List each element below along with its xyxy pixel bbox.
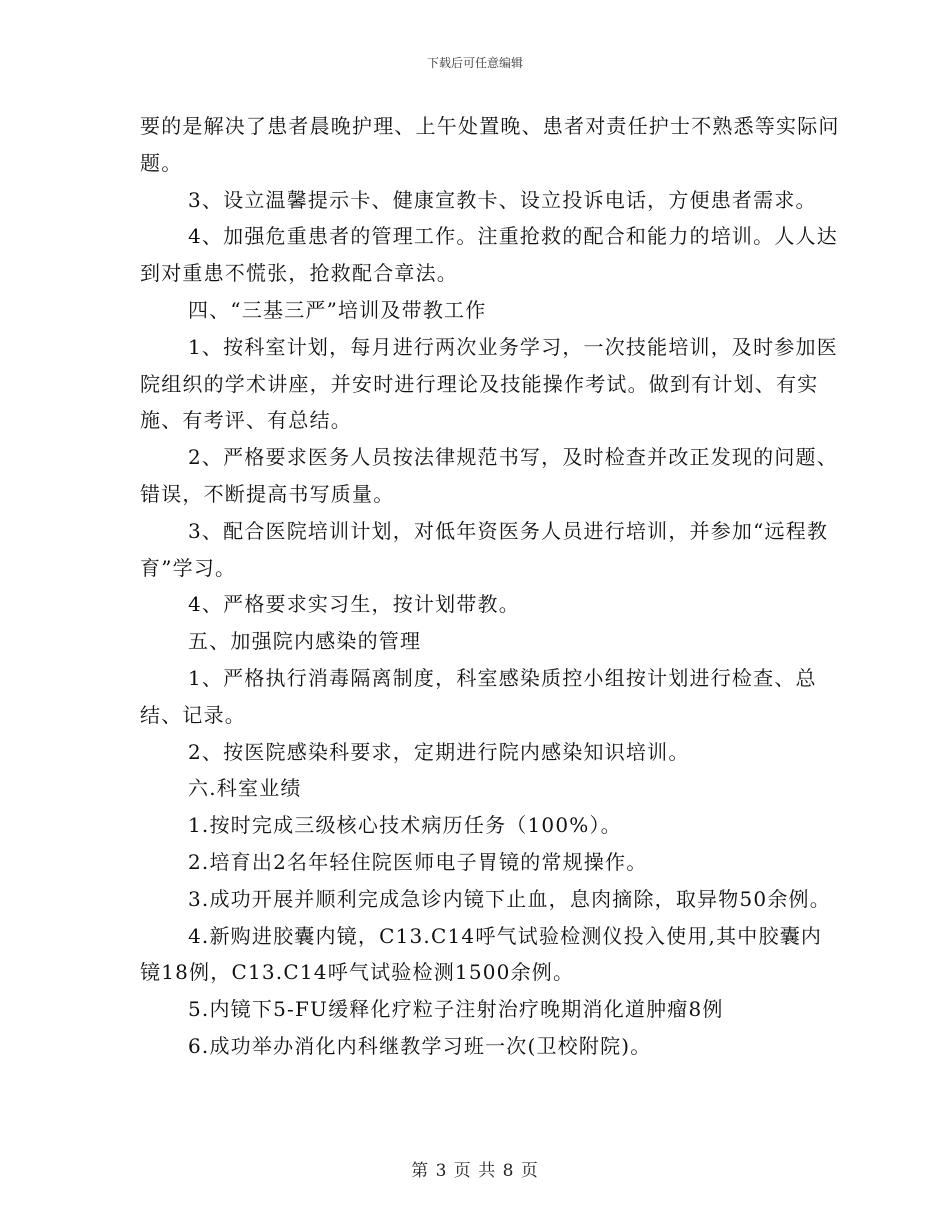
paragraph-item: 3.成功开展并顺利完成急诊内镜下止血，息肉摘除，取异物50余例。	[188, 886, 831, 911]
paragraph-item: 6.成功举办消化内科继教学习班一次(卫校附院)。	[188, 1033, 652, 1058]
paragraph-item: 4、严格要求实习生，按计划带教。	[188, 592, 520, 617]
page-number-footer: 第 3 页 共 8 页	[411, 1161, 539, 1181]
paragraph-item: 3、设立温馨提示卡、健康宣教卡、设立投诉电话，方便患者需求。	[188, 187, 817, 212]
paragraph-item: 4、加强危重患者的管理工作。注重抢救的配合和能力的培训。人人达到对重患不慌张，抢救配合章法。	[140, 224, 838, 286]
document-body	[140, 108, 840, 1065]
section-heading: 六.科室业绩	[188, 776, 302, 801]
paragraph-item: 4.新购进胶囊内镜，C13.C14呼气试验检测仪投入使用,其中胶囊内镜18例，C13.C14呼气试验检测1500余例。	[140, 923, 823, 985]
paragraph-item: 2、严格要求医务人员按法律规范书写，及时检查并改正发现的问题、错误，不断提高书写质量。	[140, 445, 838, 506]
paragraph-item: 1、严格执行消毒隔离制度，科室感染质控小组按计划进行检查、总结、记录。	[140, 665, 817, 727]
paragraph-item: 2.培育出2名年轻住院医师电子胃镜的常规操作。	[188, 849, 648, 874]
paragraph-item: 1、按科室计划，每月进行两次业务学习，一次技能培训，及时参加医院组织的学术讲座，并安时进行理论及技能操作考试。做到有计划、有实施、有考评、有总结。	[140, 334, 838, 433]
paragraph-item: 3、配合医院培训计划，对低年资医务人员进行培训，并参加“远程教育”学习。	[140, 518, 829, 580]
paragraph-item: 1.按时完成三级核心技术病历任务（100%）。	[188, 813, 622, 838]
section-heading: 四、“三基三严”培训及带教工作	[188, 297, 487, 322]
paragraph-continuation: 要的是解决了患者晨晚护理、上午处置晚、患者对责任护士不熟悉等实际问题。	[140, 114, 840, 175]
page-header-note: 下载后可任意编辑	[426, 56, 523, 70]
paragraph-item: 2、按医院感染科要求，定期进行院内感染知识培训。	[188, 739, 690, 764]
paragraph-item: 5.内镜下5-FU缓释化疗粒子注射治疗晚期消化道肿瘤8例	[188, 997, 724, 1022]
section-heading: 五、加强院内感染的管理	[188, 629, 422, 654]
